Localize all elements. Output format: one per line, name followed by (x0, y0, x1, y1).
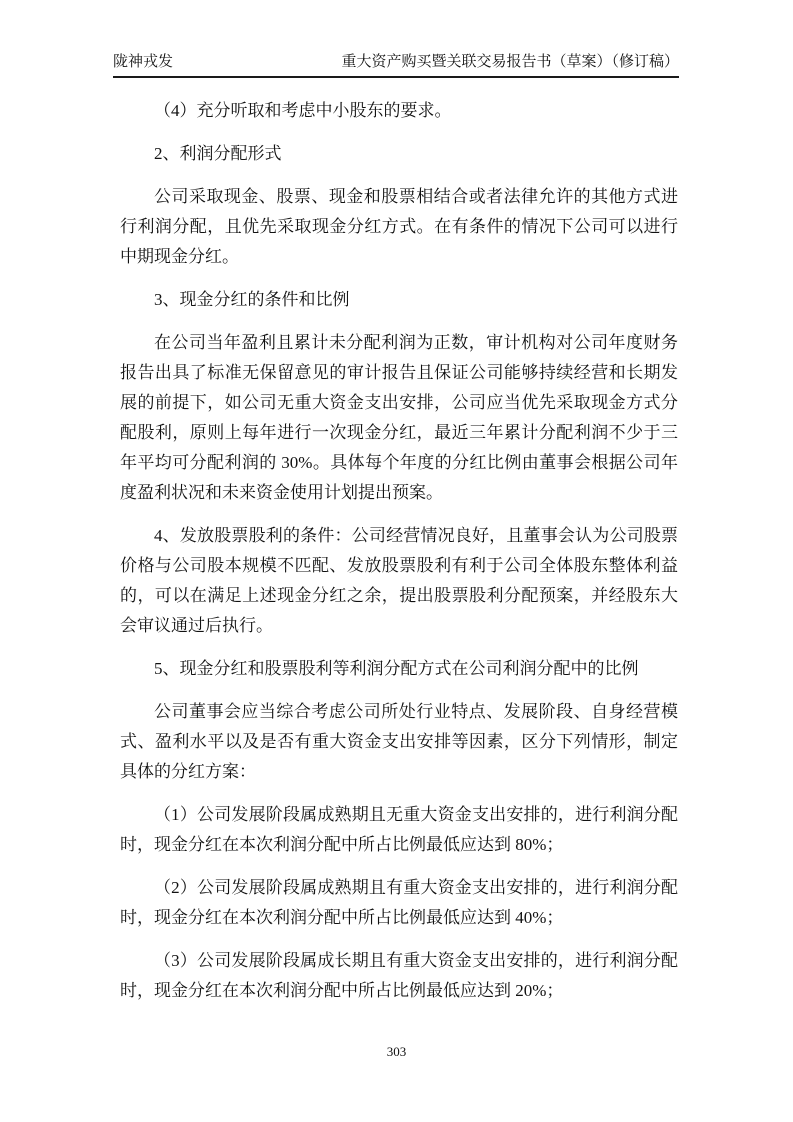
para-distribution-methods: 公司采取现金、股票、现金和股票相结合或者法律允许的其他方式进行利润分配，且优先采取现金分红方式。在有条件的情况下公司可以进行中期现金分红。 (120, 187, 678, 266)
para-board-considerations: 公司董事会应当综合考虑公司所处行业特点、发展阶段、自身经营模式、盈利水平以及是否有重大资金支出安排等因素，区分下列情形，制定具体的分红方案： (120, 702, 678, 781)
page-footer (0, 1044, 793, 1060)
heading-profit-distribution-form: 2、利润分配形式 (154, 144, 282, 163)
para-cash-dividend-conditions: 在公司当年盈利且累计未分配利润为正数，审计机构对公司年度财务报告出具了标准无保留意见的审计报告且保证公司能够持续经营和长期发展的前提下，如公司无重大资金支出安排，公司应当优先采取现金方式分配股利，原则上每年进行一次现金分红，最近三年累计分配利润不少于三年平均可分配利润的 30%。具体每个年度的分红比例由董事会根据公司年度盈利状况和未来资金使用计划提出预案。 (120, 333, 678, 502)
clause-3-growth-stage-with-capex: （3）公司发展阶段属成长期且有重大资金支出安排的，进行利润分配时，现金分红在本次利润分配中所占比例最低应达到 20%； (120, 951, 678, 1000)
clause-1-mature-stage-no-capex: （1）公司发展阶段属成熟期且无重大资金支出安排的，进行利润分配时，现金分红在本次利润分配中所占比例最低应达到 80%； (120, 805, 678, 854)
heading-cash-dividend-conditions: 3、现金分红的条件和比例 (154, 290, 350, 309)
document-body (120, 96, 678, 1019)
heading-dividend-ratio: 5、现金分红和股票股利等利润分配方式在公司利润分配中的比例 (154, 659, 639, 678)
clause-2-mature-stage-with-capex: （2）公司发展阶段属成熟期且有重大资金支出安排的，进行利润分配时，现金分红在本次利润分配中所占比例最低应达到 40%； (120, 878, 678, 927)
clause-4-minority-shareholders: （4）充分听取和考虑中小股东的要求。 (154, 101, 452, 120)
header-company-name: 陇神戎发 (113, 54, 174, 70)
page-header (113, 52, 679, 78)
header-document-title: 重大资产购买暨关联交易报告书（草案）（修订稿） (341, 54, 679, 70)
para-stock-dividend-conditions: 4、发放股票股利的条件：公司经营情况良好，且董事会认为公司股票价格与公司股本规模不匹配、发放股票股利有利于公司全体股东整体利益的，可以在满足上述现金分红之余，提出股票股利分配预案，并经股东大会审议通过后执行。 (120, 526, 678, 635)
page-number: 303 (386, 1044, 407, 1059)
